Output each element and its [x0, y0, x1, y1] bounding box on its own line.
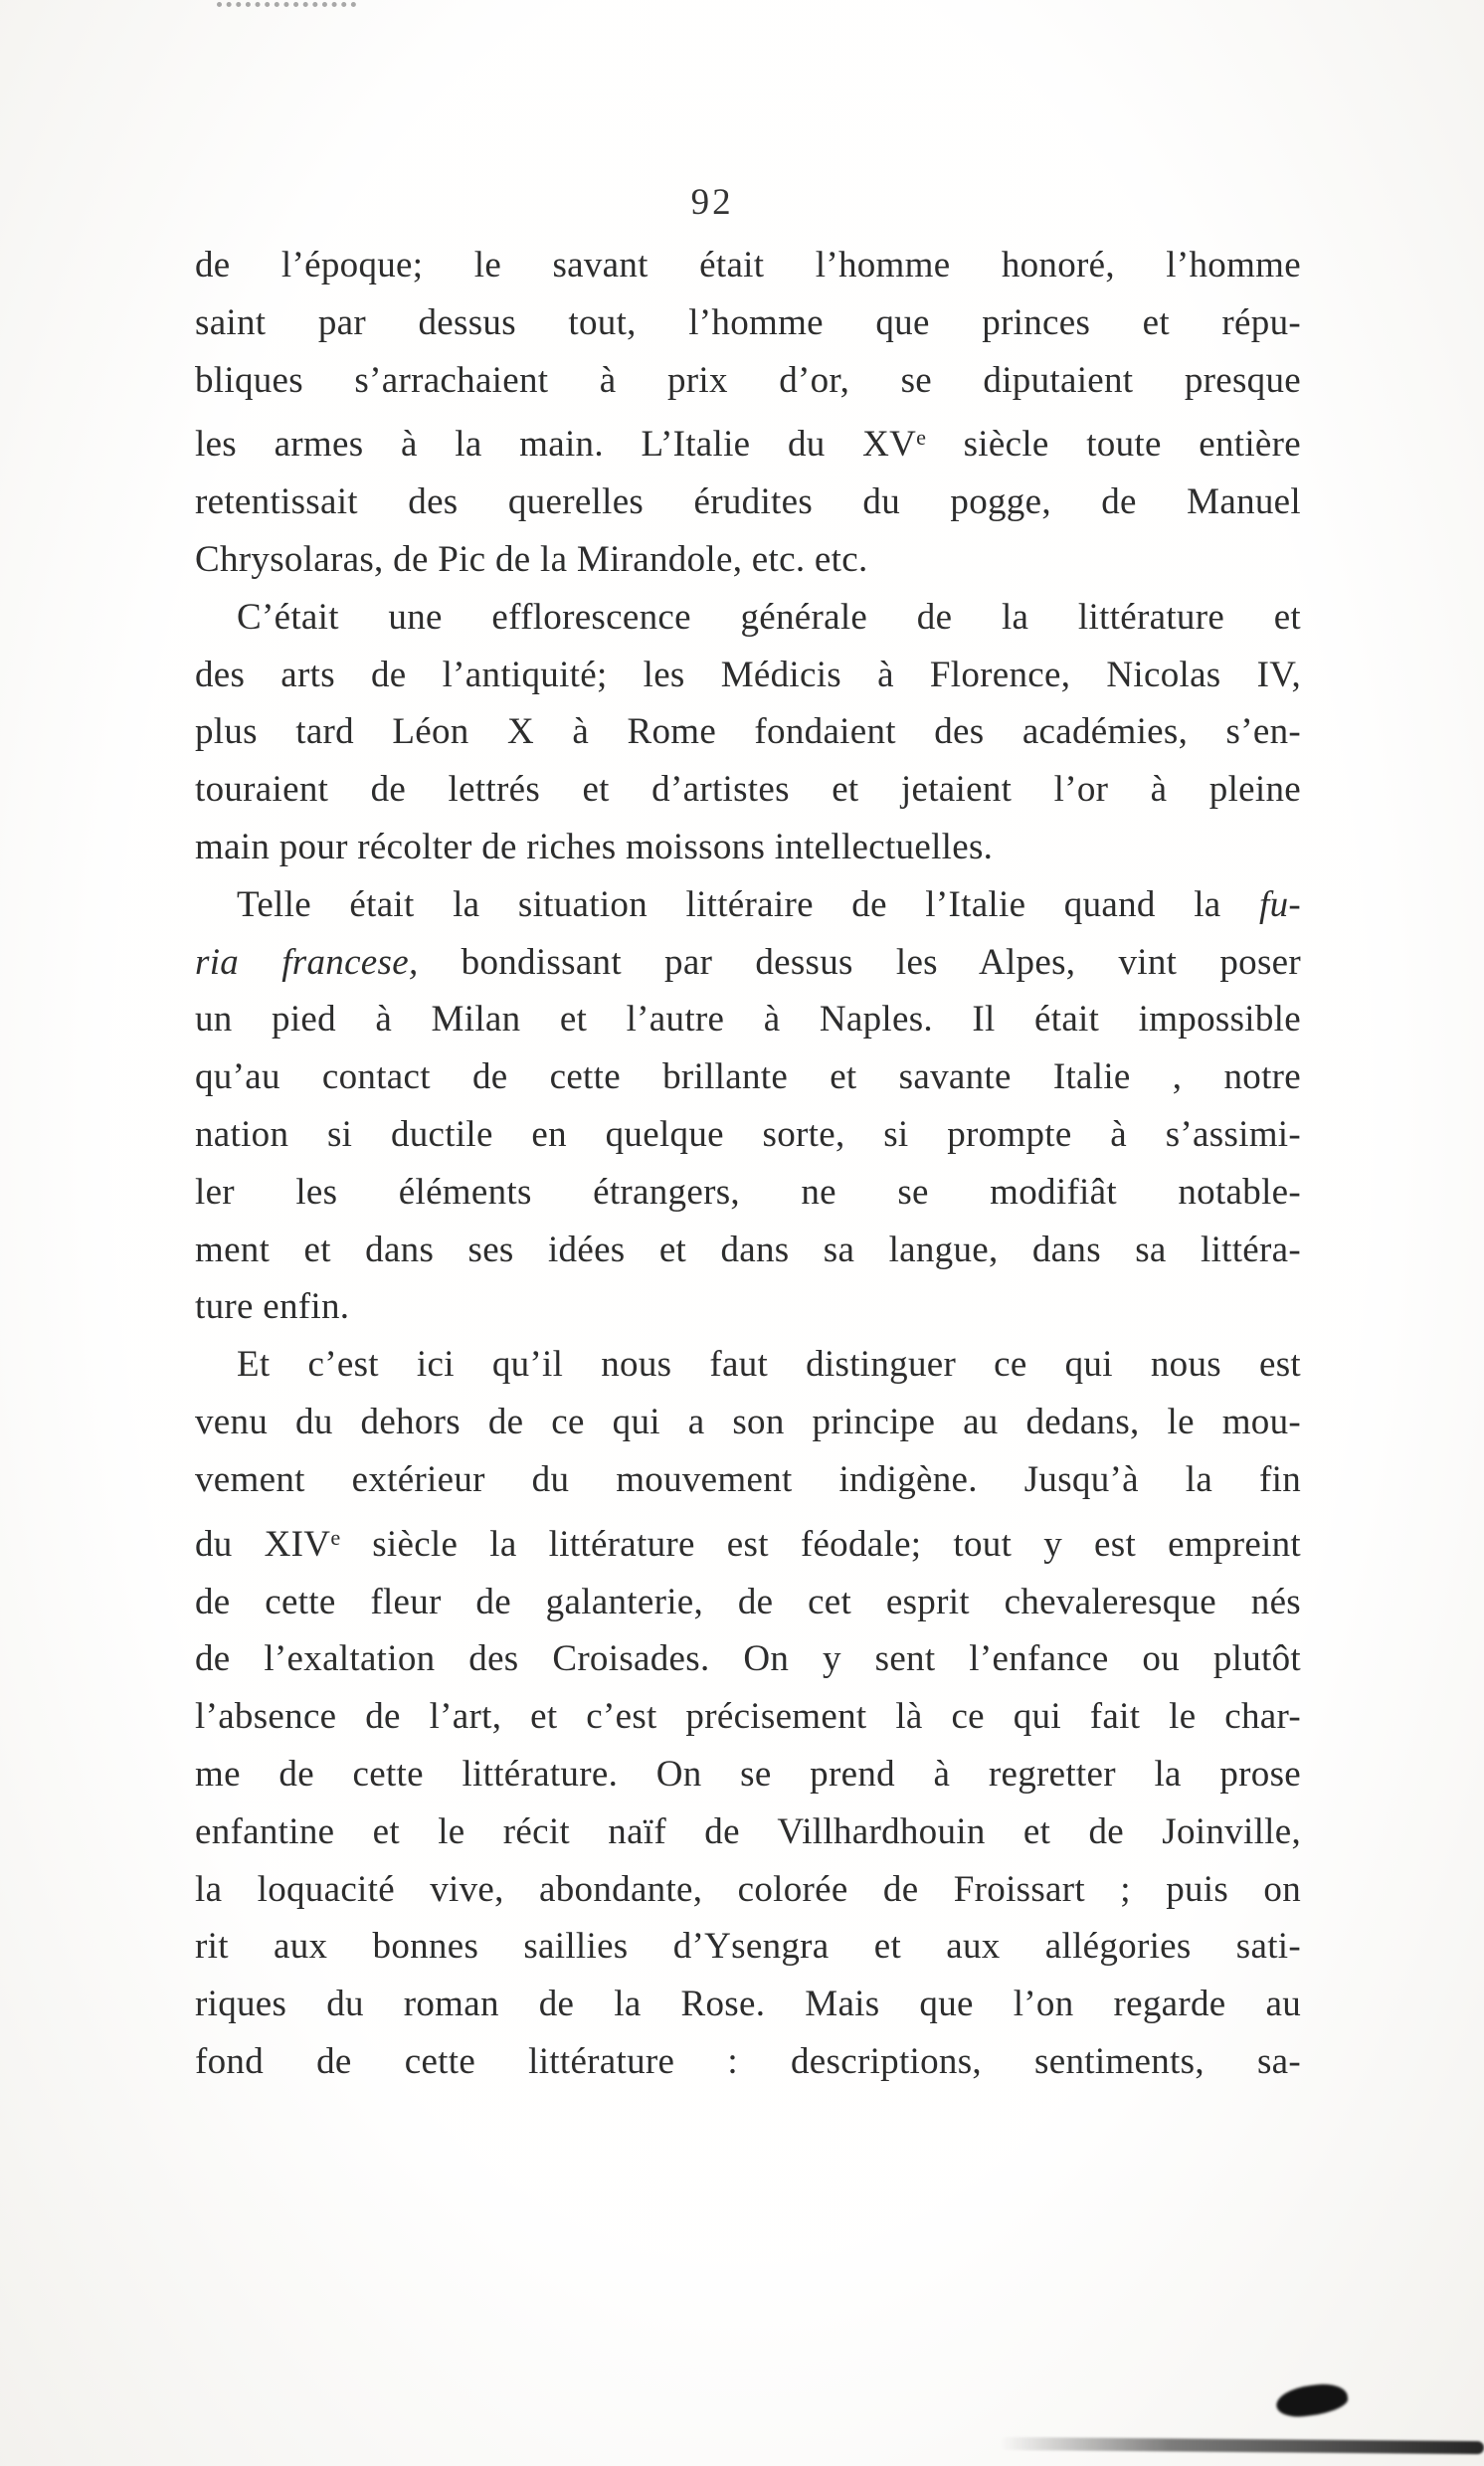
text-segment: riques du roman de la Rose. Mais que l’on regarde au — [195, 1984, 1301, 2025]
italic-text: ria francese, — [195, 941, 419, 983]
text-line — [195, 1976, 1301, 2033]
text-segment: C’était une efflorescence générale de la littérature et — [237, 596, 1301, 638]
text-segment: ment et dans ses idées et dans sa langue, dans sa littéra- — [195, 1229, 1301, 1270]
text-line — [195, 876, 1301, 934]
text-line — [195, 1451, 1301, 1509]
text-line — [195, 1394, 1301, 1451]
text-line — [195, 2033, 1301, 2091]
text-line — [195, 1164, 1301, 1222]
text-line — [195, 1688, 1301, 1746]
text-segment: nation si ductile en quelque sorte, si prompte à s’assimi- — [195, 1114, 1301, 1156]
text-segment: de l’exaltation des Croisades. On y sent l’enfance ou plutôt — [195, 1638, 1301, 1680]
text-segment: retentissait des querelles érudites du pogge, de Manuel — [195, 481, 1301, 523]
text-line — [195, 589, 1301, 647]
text-segment: venu du dehors de ce qui a son principe au dedans, le mou- — [195, 1402, 1301, 1443]
text-segment: les armes à la main. L’Italie du XV — [195, 424, 917, 466]
text-segment: enfantine et le récit naïf de Villhardhouin et de Joinville, — [195, 1810, 1301, 1852]
italic-text: fu- — [1258, 883, 1301, 925]
text-line — [195, 991, 1301, 1048]
text-line — [195, 1574, 1301, 1631]
superscript: e — [330, 1524, 341, 1550]
text-line — [195, 1222, 1301, 1279]
text-block — [195, 237, 1301, 2091]
text-line — [195, 703, 1301, 761]
scan-artifact-bottom-edge — [1000, 2437, 1484, 2454]
text-segment: fond de cette littérature : descriptions, sentiments, sa- — [195, 2040, 1301, 2082]
text-segment: l’absence de l’art, et c’est précisement là ce qui fait le char- — [195, 1696, 1301, 1738]
text-line — [195, 819, 1301, 876]
superscript: e — [916, 425, 927, 451]
text-line — [195, 1048, 1301, 1106]
text-line — [195, 1630, 1301, 1688]
page-number: 92 — [690, 182, 734, 223]
text-line — [195, 1861, 1301, 1919]
text-segment: Et c’est ici qu’il nous faut distinguer ce qui nous est — [237, 1344, 1301, 1386]
text-segment: saint par dessus tout, l’homme que princes et répu- — [195, 301, 1301, 343]
text-segment: du XIV — [195, 1523, 331, 1565]
text-line — [195, 294, 1301, 352]
scan-artifact-bottom-right — [1274, 2381, 1349, 2420]
text-line — [195, 1509, 1301, 1574]
text-segment: vement extérieur du mouvement indigène. Jusqu’à la fin — [195, 1458, 1301, 1500]
text-line — [195, 761, 1301, 819]
text-segment: de l’époque; le savant était l’homme honoré, l’homme — [195, 245, 1301, 285]
text-line — [195, 531, 1301, 589]
text-segment: ler les éléments étrangers, ne se modifiât notable- — [195, 1171, 1301, 1213]
text-segment: Chrysolaras, de Pic de la Mirandole, etc. etc. — [195, 539, 868, 581]
text-line — [195, 1336, 1301, 1394]
text-segment: ture enfin. — [195, 1286, 350, 1328]
text-line — [195, 934, 1301, 992]
text-line — [195, 1278, 1301, 1336]
text-line — [195, 1106, 1301, 1164]
text-segment: main pour récolter de riches moissons intellectuelles. — [195, 827, 994, 868]
text-line — [195, 409, 1301, 474]
text-segment: de cette fleur de galanterie, de cet esprit chevaleresque nés — [195, 1581, 1301, 1622]
text-line — [195, 647, 1301, 704]
text-segment: plus tard Léon X à Rome fondaient des académies, s’en- — [195, 711, 1301, 753]
text-line — [195, 1918, 1301, 1976]
text-segment: bliques s’arrachaient à prix d’or, se diputaient presque — [195, 359, 1301, 401]
text-line — [195, 474, 1301, 531]
text-segment: qu’au contact de cette brillante et savante Italie , notre — [195, 1056, 1301, 1098]
text-line — [195, 1803, 1301, 1861]
text-segment: un pied à Milan et l’autre à Naples. Il était impossible — [195, 999, 1301, 1041]
text-segment: siècle la littérature est féodale; tout y est empreint — [340, 1523, 1302, 1565]
text-segment: touraient de lettrés et d’artistes et jetaient l’or à pleine — [195, 769, 1301, 811]
text-segment: des arts de l’antiquité; les Médicis à Florence, Nicolas IV, — [195, 654, 1301, 695]
text-segment: rit aux bonnes saillies d’Ysengra et aux allégories sati- — [195, 1926, 1301, 1968]
text-line — [195, 1746, 1301, 1803]
text-line — [195, 352, 1301, 410]
text-segment: Telle était la situation littéraire de l’Italie quand la — [237, 883, 1259, 925]
scan-artifact-top-left — [217, 2, 356, 7]
text-segment: me de cette littérature. On se prend à regretter la prose — [195, 1753, 1301, 1795]
text-segment: siècle toute entière — [926, 424, 1301, 466]
text-line — [195, 237, 1301, 294]
text-segment: bondissant par dessus les Alpes, vint poser — [418, 941, 1301, 983]
text-segment: la loquacité vive, abondante, colorée de Froissart ; puis on — [195, 1868, 1301, 1910]
